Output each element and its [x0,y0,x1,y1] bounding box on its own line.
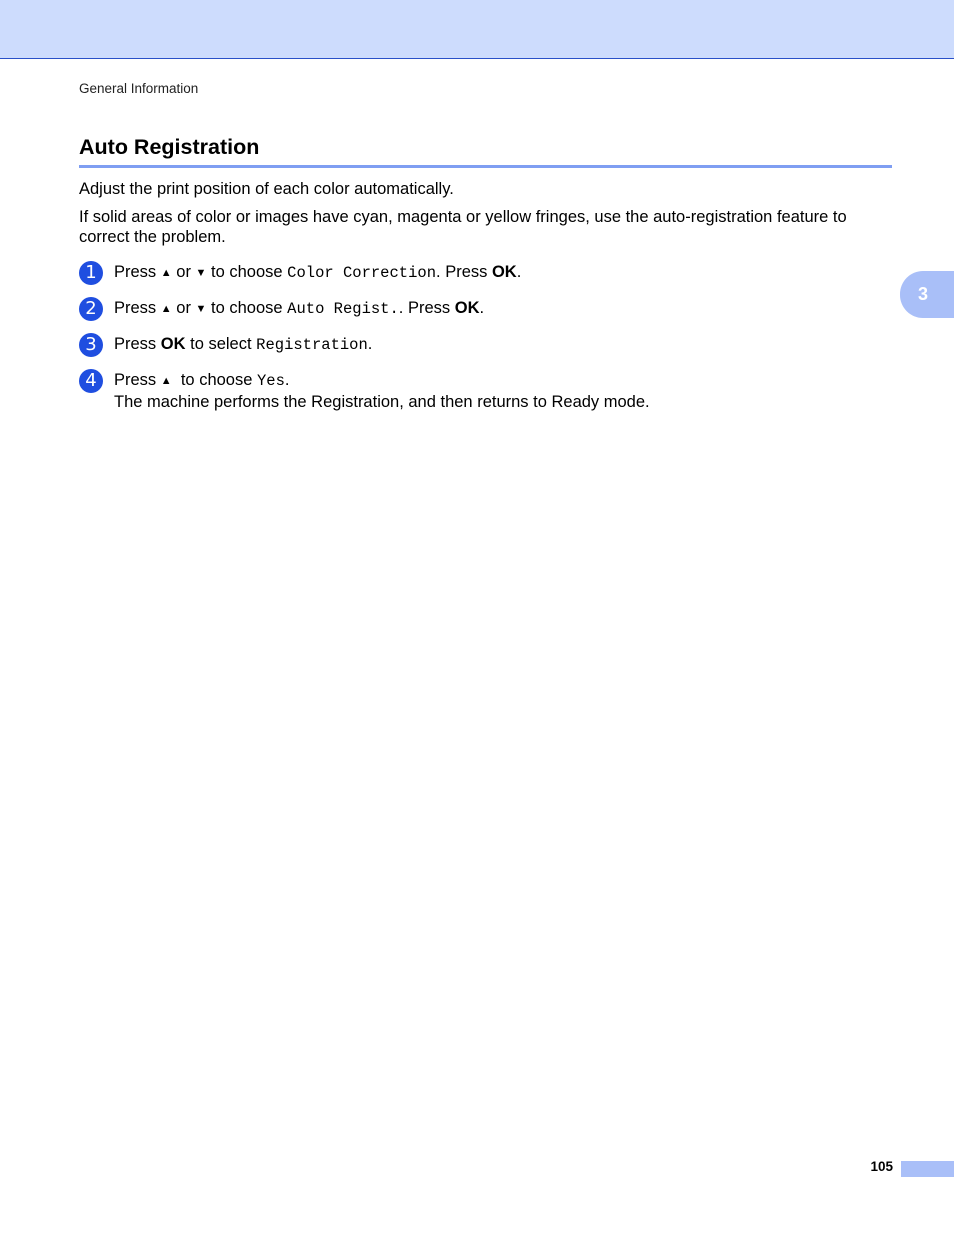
menu-option: Auto Regist. [287,300,399,318]
note-line-2: correct the problem. [79,228,226,246]
intro-paragraph: Adjust the print position of each color automatically. [79,180,454,198]
down-arrow-icon: ▼ [195,303,207,315]
menu-option: Yes [257,372,285,390]
step-number-4-icon: 4 [79,369,103,393]
step-2-text: Press ▲ or ▼ to choose Auto Regist.. Press OK. [114,299,485,318]
up-arrow-icon: ▲ [160,375,172,387]
ok-key: OK [454,299,480,317]
down-arrow-icon: ▼ [195,267,207,279]
step-3-text: Press OK to select Registration. [114,335,373,354]
step-1 [79,261,892,301]
ok-key: OK [491,263,517,281]
step-3 [79,333,892,373]
title-underline [79,165,892,168]
step-4 [79,369,892,419]
step-number-1-icon: 1 [79,261,103,285]
note-paragraph [79,207,892,247]
up-arrow-icon: ▲ [160,267,172,279]
step-1-text: Press ▲ or ▼ to choose Color Correction. Press OK. [114,263,522,282]
step-number-3-icon: 3 [79,333,103,357]
page-number: 105 [870,1159,893,1174]
up-arrow-icon: ▲ [160,303,172,315]
step-number-2-icon: 2 [79,297,103,321]
page-number-bar [901,1161,954,1177]
chapter-number: 3 [917,284,928,304]
ok-key: OK [160,335,186,353]
step-4-text: Press ▲ to choose Yes. The machine performs the Registration, and then returns to Ready mode. [114,371,650,411]
page-header-band [0,0,954,59]
running-header: General Information [79,81,199,96]
menu-option: Registration [256,336,368,354]
step-4-result: The machine performs the Registration, and then returns to Ready mode. [114,393,650,411]
section-title: Auto Registration [79,135,260,159]
note-line-1: If solid areas of color or images have cyan, magenta or yellow fringes, use the auto-registration feature to [79,208,847,226]
chapter-tab [900,271,954,318]
step-2 [79,297,892,337]
menu-option: Color Correction [287,264,436,282]
